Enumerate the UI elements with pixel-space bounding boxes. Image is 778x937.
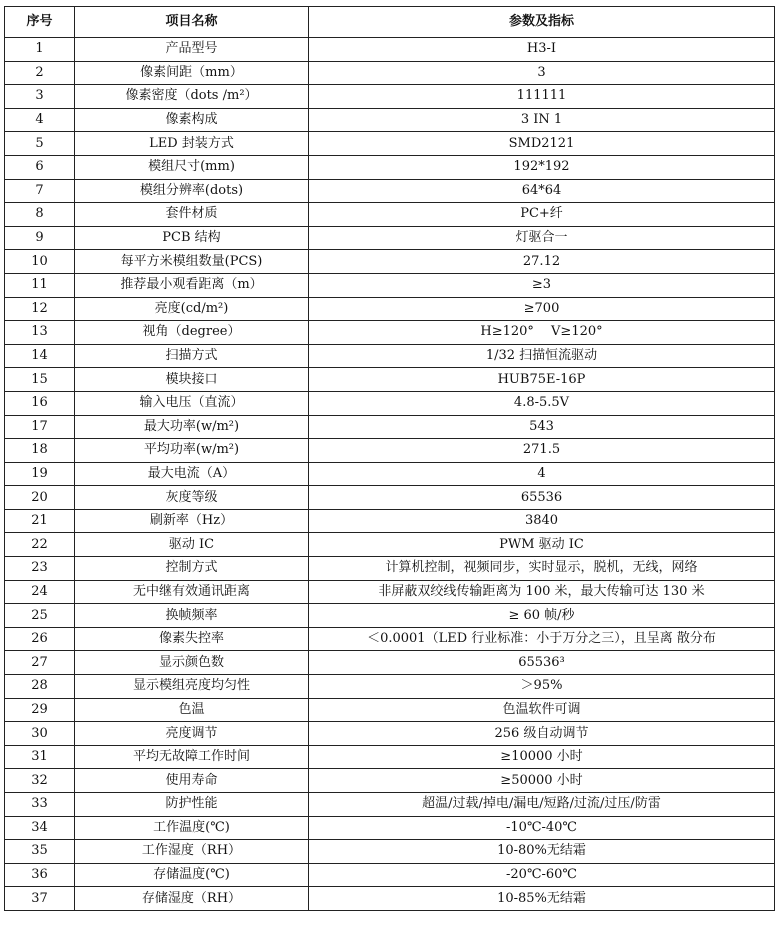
row-index: 27	[5, 651, 75, 675]
row-parameter: PC+纤	[309, 203, 775, 227]
row-parameter: 64*64	[309, 179, 775, 203]
row-index: 30	[5, 722, 75, 746]
table-row	[5, 38, 775, 62]
row-parameter: 256 级自动调节	[309, 722, 775, 746]
table-row	[5, 250, 775, 274]
table-row	[5, 391, 775, 415]
row-item-name: 亮度(cd/m²)	[75, 297, 309, 321]
row-parameter: 1/32 扫描恒流驱动	[309, 344, 775, 368]
table-row	[5, 698, 775, 722]
table-row	[5, 273, 775, 297]
row-item-name: 模块接口	[75, 368, 309, 392]
table-row	[5, 816, 775, 840]
row-item-name: 工作温度(℃)	[75, 816, 309, 840]
row-index: 32	[5, 769, 75, 793]
table-header-row	[5, 7, 775, 38]
row-item-name: 最大电流（A）	[75, 462, 309, 486]
row-item-name: 产品型号	[75, 38, 309, 62]
table-row	[5, 675, 775, 699]
row-parameter: ＜0.0001（LED 行业标准：小于万分之三），且呈离 散分布	[309, 627, 775, 651]
row-index: 6	[5, 155, 75, 179]
row-index: 12	[5, 297, 75, 321]
row-index: 37	[5, 887, 75, 911]
row-parameter: PWM 驱动 IC	[309, 533, 775, 557]
table-row	[5, 85, 775, 109]
row-item-name: 存储湿度（RH）	[75, 887, 309, 911]
table-row	[5, 722, 775, 746]
table-row	[5, 61, 775, 85]
row-index: 28	[5, 675, 75, 699]
row-index: 13	[5, 321, 75, 345]
table-row	[5, 179, 775, 203]
table-row	[5, 745, 775, 769]
row-index: 5	[5, 132, 75, 156]
row-parameter: ≥ 60 帧/秒	[309, 604, 775, 628]
table-row	[5, 557, 775, 581]
table-row	[5, 368, 775, 392]
row-parameter: H≥120° V≥120°	[309, 321, 775, 345]
row-index: 35	[5, 840, 75, 864]
row-parameter: 543	[309, 415, 775, 439]
table-row	[5, 604, 775, 628]
table-row	[5, 415, 775, 439]
row-parameter: 65536³	[309, 651, 775, 675]
row-item-name: 模组分辨率(dots)	[75, 179, 309, 203]
row-item-name: 视角（degree）	[75, 321, 309, 345]
row-item-name: 换帧频率	[75, 604, 309, 628]
table-row	[5, 769, 775, 793]
row-item-name: 输入电压（直流）	[75, 391, 309, 415]
table-row	[5, 132, 775, 156]
row-index: 24	[5, 580, 75, 604]
row-parameter: 65536	[309, 486, 775, 510]
row-item-name: 刷新率（Hz）	[75, 509, 309, 533]
row-index: 34	[5, 816, 75, 840]
row-item-name: 灰度等级	[75, 486, 309, 510]
table-row	[5, 462, 775, 486]
row-index: 3	[5, 85, 75, 109]
header-index: 序号	[5, 7, 75, 38]
row-parameter: 27.12	[309, 250, 775, 274]
row-index: 18	[5, 439, 75, 463]
row-item-name: PCB 结构	[75, 226, 309, 250]
row-parameter: ≥50000 小时	[309, 769, 775, 793]
row-item-name: 显示颜色数	[75, 651, 309, 675]
row-index: 19	[5, 462, 75, 486]
row-index: 1	[5, 38, 75, 62]
row-index: 4	[5, 108, 75, 132]
header-parameter: 参数及指标	[309, 7, 775, 38]
table-row	[5, 297, 775, 321]
row-parameter: ≥3	[309, 273, 775, 297]
row-parameter: ≥10000 小时	[309, 745, 775, 769]
row-item-name: 扫描方式	[75, 344, 309, 368]
row-parameter: -10℃-40℃	[309, 816, 775, 840]
table-row	[5, 533, 775, 557]
row-item-name: 像素间距（mm）	[75, 61, 309, 85]
header-item-name: 项目名称	[75, 7, 309, 38]
row-index: 9	[5, 226, 75, 250]
row-item-name: LED 封装方式	[75, 132, 309, 156]
row-index: 22	[5, 533, 75, 557]
row-parameter: 非屏蔽双绞线传输距离为 100 米，最大传输可达 130 米	[309, 580, 775, 604]
table-row	[5, 627, 775, 651]
row-index: 15	[5, 368, 75, 392]
row-item-name: 像素失控率	[75, 627, 309, 651]
row-index: 21	[5, 509, 75, 533]
row-parameter: 192*192	[309, 155, 775, 179]
row-index: 10	[5, 250, 75, 274]
row-item-name: 驱动 IC	[75, 533, 309, 557]
row-parameter: -20℃-60℃	[309, 863, 775, 887]
table-body	[5, 38, 775, 911]
table-row	[5, 840, 775, 864]
row-item-name: 每平方米模组数量(PCS)	[75, 250, 309, 274]
row-item-name: 最大功率(w/m²)	[75, 415, 309, 439]
row-item-name: 使用寿命	[75, 769, 309, 793]
table-row	[5, 793, 775, 817]
row-index: 14	[5, 344, 75, 368]
row-parameter: 计算机控制，视频同步，实时显示，脱机，无线，网络	[309, 557, 775, 581]
row-item-name: 工作湿度（RH）	[75, 840, 309, 864]
row-item-name: 亮度调节	[75, 722, 309, 746]
row-item-name: 平均无故障工作时间	[75, 745, 309, 769]
spec-table	[4, 6, 775, 911]
table-row	[5, 344, 775, 368]
row-parameter: HUB75E-16P	[309, 368, 775, 392]
row-parameter: 超温/过载/掉电/漏电/短路/过流/过压/防雷	[309, 793, 775, 817]
row-item-name: 显示模组亮度均匀性	[75, 675, 309, 699]
row-parameter: ＞95%	[309, 675, 775, 699]
row-item-name: 像素密度（dots /m²）	[75, 85, 309, 109]
row-item-name: 平均功率(w/m²)	[75, 439, 309, 463]
row-parameter: 271.5	[309, 439, 775, 463]
row-index: 31	[5, 745, 75, 769]
row-index: 11	[5, 273, 75, 297]
table-row	[5, 651, 775, 675]
table-row	[5, 155, 775, 179]
row-index: 2	[5, 61, 75, 85]
table-row	[5, 226, 775, 250]
table-row	[5, 108, 775, 132]
row-index: 33	[5, 793, 75, 817]
row-parameter: 4	[309, 462, 775, 486]
row-parameter: 3	[309, 61, 775, 85]
row-item-name: 模组尺寸(mm)	[75, 155, 309, 179]
row-index: 23	[5, 557, 75, 581]
row-parameter: 4.8-5.5V	[309, 391, 775, 415]
row-index: 20	[5, 486, 75, 510]
row-item-name: 防护性能	[75, 793, 309, 817]
table-row	[5, 580, 775, 604]
row-parameter: H3-I	[309, 38, 775, 62]
table-row	[5, 439, 775, 463]
row-parameter: 灯驱合一	[309, 226, 775, 250]
row-item-name: 套件材质	[75, 203, 309, 227]
row-parameter: 111111	[309, 85, 775, 109]
row-parameter: 10-85%无结霜	[309, 887, 775, 911]
row-index: 36	[5, 863, 75, 887]
row-index: 25	[5, 604, 75, 628]
row-item-name: 存储温度(℃)	[75, 863, 309, 887]
row-item-name: 色温	[75, 698, 309, 722]
row-index: 7	[5, 179, 75, 203]
row-index: 29	[5, 698, 75, 722]
row-parameter: 3840	[309, 509, 775, 533]
table-row	[5, 887, 775, 911]
table-row	[5, 321, 775, 345]
row-index: 8	[5, 203, 75, 227]
row-parameter: SMD2121	[309, 132, 775, 156]
row-parameter: ≥700	[309, 297, 775, 321]
row-index: 16	[5, 391, 75, 415]
row-item-name: 无中继有效通讯距离	[75, 580, 309, 604]
row-item-name: 控制方式	[75, 557, 309, 581]
row-index: 26	[5, 627, 75, 651]
row-item-name: 像素构成	[75, 108, 309, 132]
row-parameter: 3 IN 1	[309, 108, 775, 132]
row-index: 17	[5, 415, 75, 439]
row-parameter: 色温软件可调	[309, 698, 775, 722]
table-row	[5, 203, 775, 227]
table-row	[5, 509, 775, 533]
row-parameter: 10-80%无结霜	[309, 840, 775, 864]
table-row	[5, 863, 775, 887]
table-row	[5, 486, 775, 510]
row-item-name: 推荐最小观看距离（m）	[75, 273, 309, 297]
